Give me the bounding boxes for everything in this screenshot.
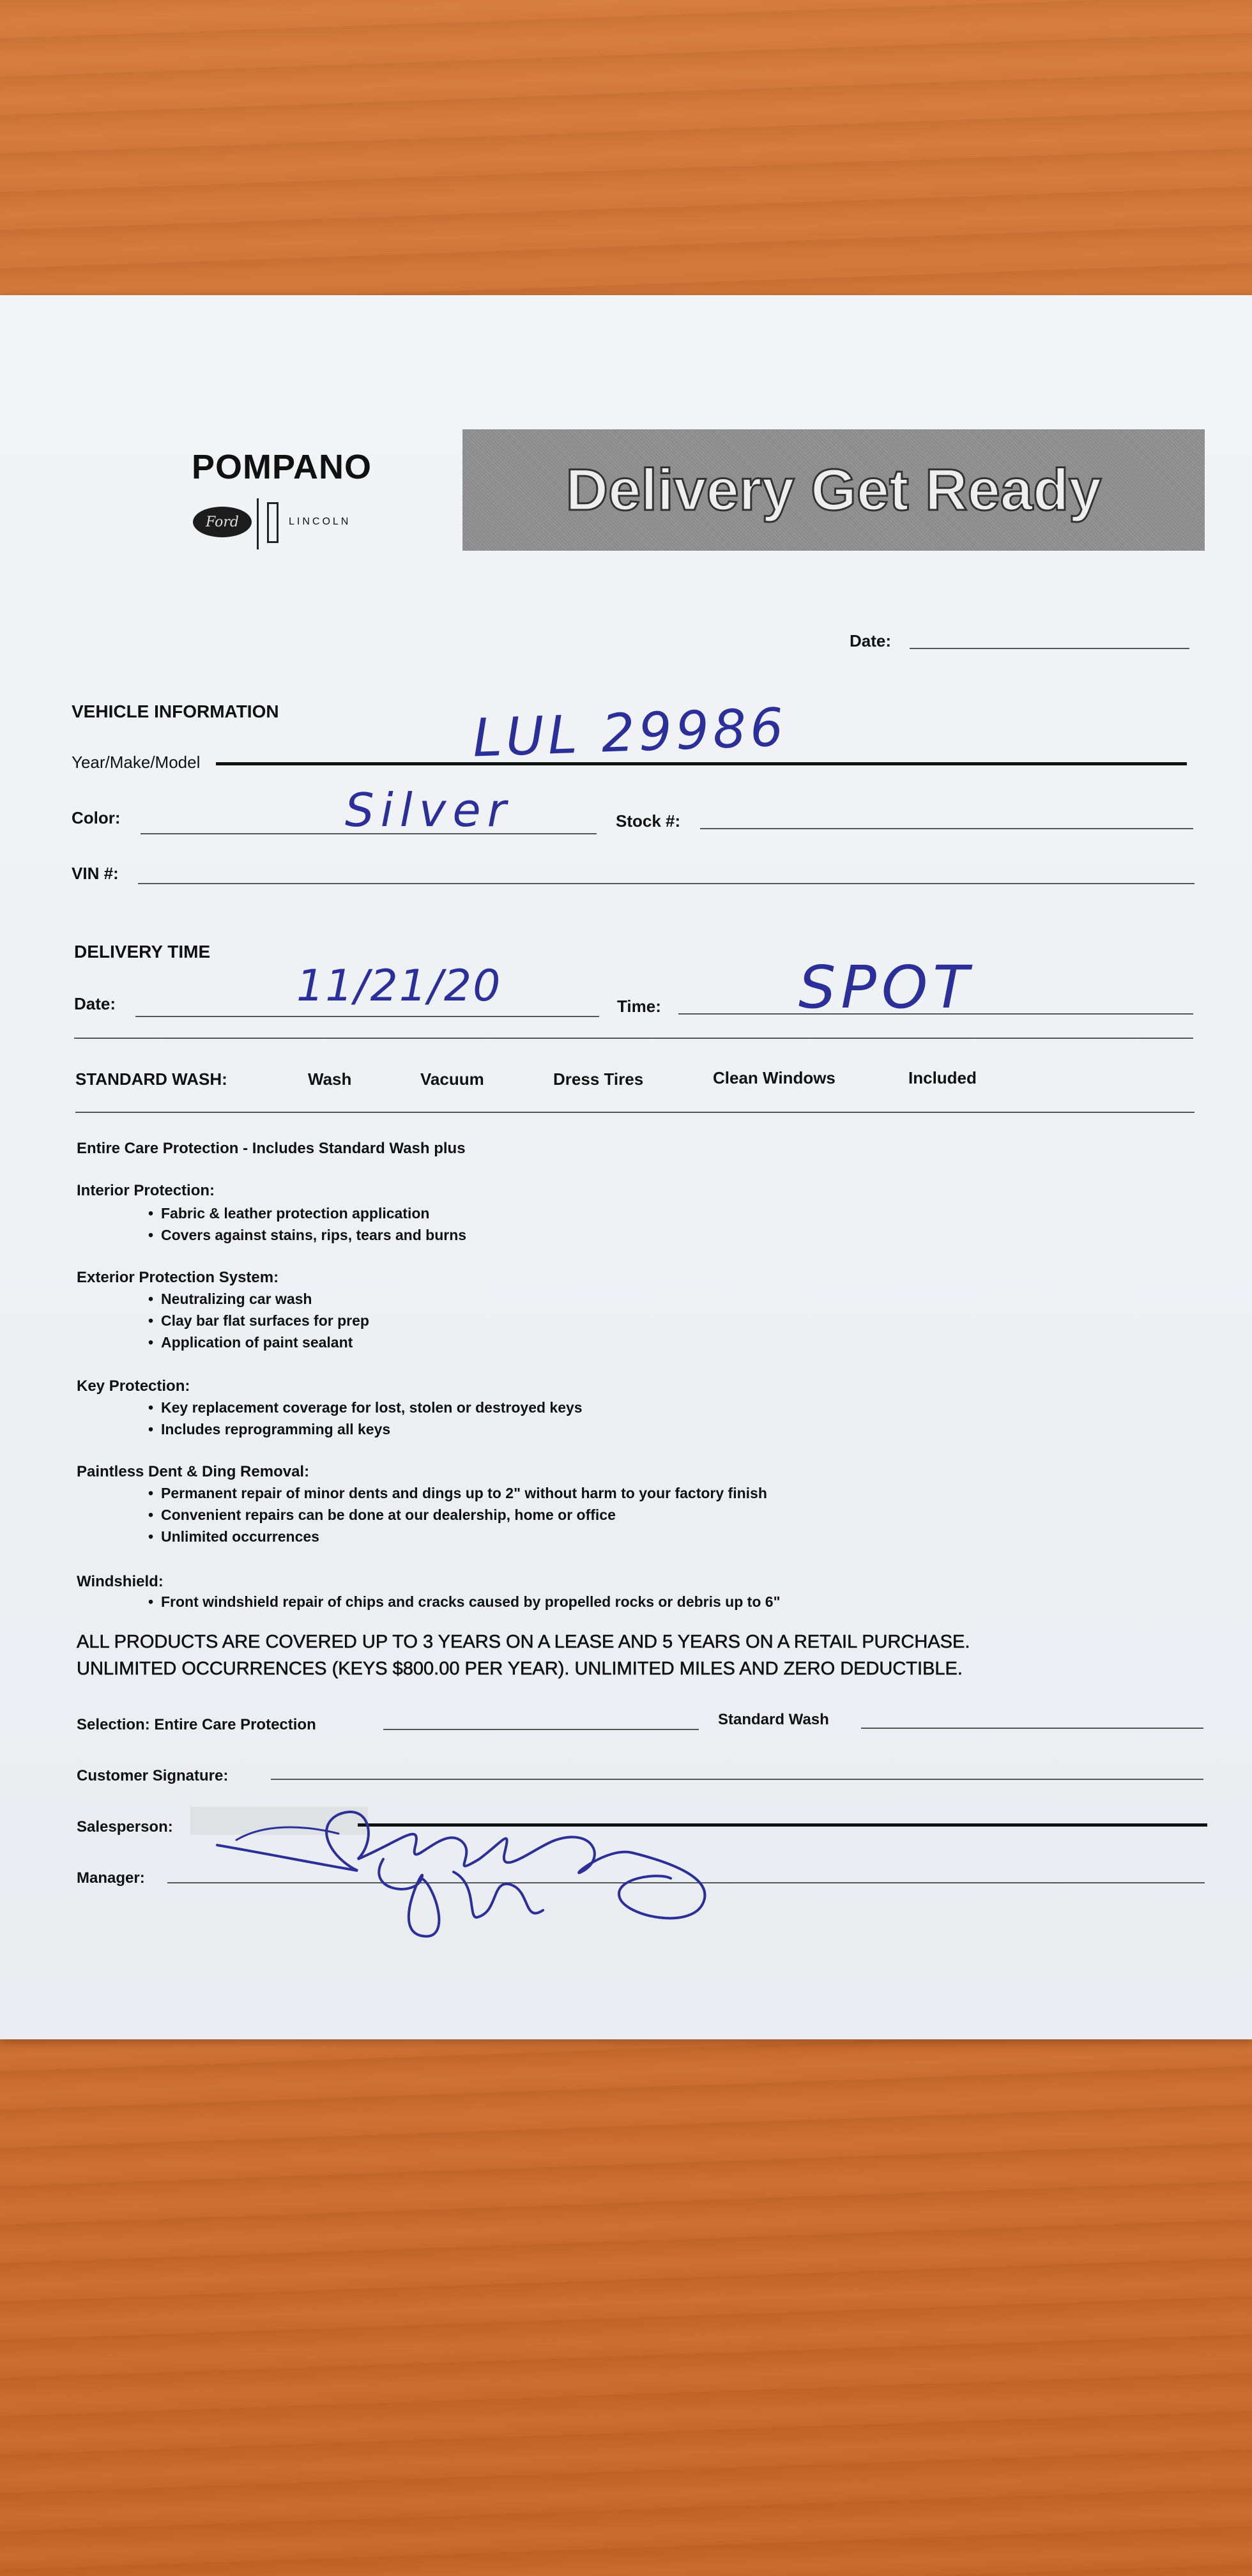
wash-option-included: Included xyxy=(908,1068,977,1087)
dent-removal-list xyxy=(148,1482,767,1547)
delivery-date-line[interactable] xyxy=(135,1016,599,1017)
list-item: • Application of paint sealant xyxy=(148,1331,369,1353)
standard-wash-label: STANDARD WASH: xyxy=(75,1070,227,1089)
delivery-date-handwritten-value: 11/21/20 xyxy=(296,961,502,1011)
top-date-label: Date: xyxy=(850,631,892,650)
lincoln-logo-text: LINCOLN xyxy=(289,516,351,527)
vehicle-section-title: VEHICLE INFORMATION xyxy=(72,702,279,721)
delivery-bottom-line xyxy=(74,1038,1193,1039)
standard-wash-bottom-line xyxy=(75,1112,1195,1113)
logo-divider xyxy=(257,498,259,549)
vin-label: VIN #: xyxy=(72,864,119,883)
list-item: • Convenient repairs can be done at our dealership, home or office xyxy=(148,1504,767,1526)
windshield-title: Windshield: xyxy=(77,1573,164,1590)
wash-option-dress-tires: Dress Tires xyxy=(553,1070,644,1089)
delivery-time-label: Time: xyxy=(617,997,661,1016)
list-item: • Fabric & leather protection application xyxy=(148,1202,466,1224)
form-title-banner xyxy=(462,429,1205,551)
coverage-line-1: ALL PRODUCTS ARE COVERED UP TO 3 YEARS ON A LEASE AND 5 YEARS ON A RETAIL PURCHASE. xyxy=(77,1632,970,1652)
entire-care-heading: Entire Care Protection - Includes Standard Wash plus xyxy=(77,1140,466,1157)
ford-logo-text: Ford xyxy=(206,514,239,530)
color-label: Color: xyxy=(72,808,121,827)
list-item: • Covers against stains, rips, tears and burns xyxy=(148,1224,466,1246)
salesperson-label: Salesperson: xyxy=(77,1818,173,1836)
ymm-line[interactable] xyxy=(216,762,1187,765)
customer-signature-line[interactable] xyxy=(271,1779,1203,1780)
standard-wash-select-line[interactable] xyxy=(861,1728,1203,1729)
ymm-label: Year/Make/Model xyxy=(72,753,201,772)
key-protection-list xyxy=(148,1397,583,1440)
wash-option-wash: Wash xyxy=(308,1070,352,1089)
list-item: • Unlimited occurrences xyxy=(148,1526,767,1547)
ford-oval-logo xyxy=(193,507,252,537)
windshield-list xyxy=(148,1591,780,1613)
wash-option-clean-windows: Clean Windows xyxy=(713,1068,836,1087)
dent-removal-title: Paintless Dent & Ding Removal: xyxy=(77,1463,310,1480)
list-item: • Permanent repair of minor dents and dings up to 2" without harm to your factory finish xyxy=(148,1482,767,1504)
delivery-section-title: DELIVERY TIME xyxy=(74,942,211,962)
manager-label: Manager: xyxy=(77,1869,145,1887)
list-item: • Front windshield repair of chips and cracks caused by propelled rocks or debris up to 6" xyxy=(148,1591,780,1613)
coverage-line-2: UNLIMITED OCCURRENCES (KEYS $800.00 PER YEAR). UNLIMITED MILES AND ZERO DEDUCTIBLE. xyxy=(77,1659,963,1679)
selection-line[interactable] xyxy=(383,1729,699,1730)
standard-wash-select-label: Standard Wash xyxy=(718,1711,829,1728)
color-handwritten-value: Silver xyxy=(345,783,513,837)
list-item: • Neutralizing car wash xyxy=(148,1288,369,1310)
selection-label: Selection: Entire Care Protection xyxy=(77,1716,316,1733)
exterior-protection-title: Exterior Protection System: xyxy=(77,1269,279,1286)
dealer-name: POMPANO xyxy=(192,448,372,486)
wash-option-vacuum: Vacuum xyxy=(420,1070,484,1089)
top-date-line[interactable] xyxy=(910,648,1189,649)
delivery-date-label: Date: xyxy=(74,994,116,1013)
list-item: • Clay bar flat surfaces for prep xyxy=(148,1310,369,1331)
stock-line[interactable] xyxy=(700,828,1193,829)
form-title: Delivery Get Ready xyxy=(565,457,1102,523)
delivery-time-handwritten-value: SPOT xyxy=(798,953,974,1022)
list-item: • Includes reprogramming all keys xyxy=(148,1418,583,1440)
interior-protection-list xyxy=(148,1202,466,1246)
salesperson-signature xyxy=(211,1802,722,1968)
key-protection-title: Key Protection: xyxy=(77,1377,190,1395)
customer-signature-label: Customer Signature: xyxy=(77,1767,229,1784)
lincoln-star-icon xyxy=(267,502,279,543)
ymm-handwritten-value: LUL 29986 xyxy=(471,697,788,769)
stock-label: Stock #: xyxy=(616,811,681,831)
vin-line[interactable] xyxy=(138,883,1195,884)
list-item: • Key replacement coverage for lost, stolen or destroyed keys xyxy=(148,1397,583,1418)
interior-protection-title: Interior Protection: xyxy=(77,1182,215,1199)
exterior-protection-list xyxy=(148,1288,369,1353)
